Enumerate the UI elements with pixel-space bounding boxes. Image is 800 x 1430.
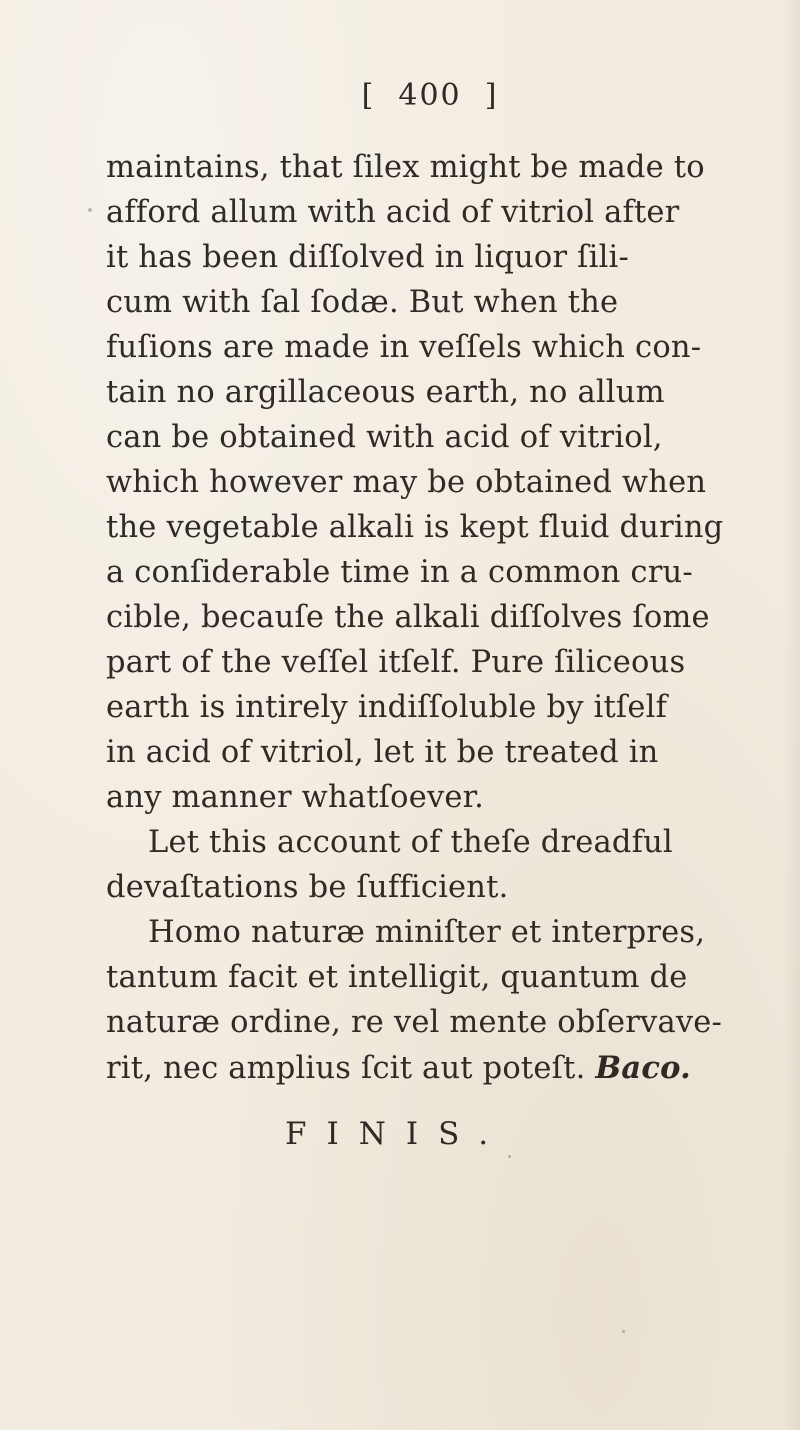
- text-line-15: any manner whatſoever.: [106, 780, 484, 815]
- text-line-21: [106, 1048, 691, 1089]
- page-edge-shadow: [782, 0, 800, 1430]
- paper-speck: [622, 1330, 625, 1333]
- text-line-2: afford allum with acid of vitriol after: [106, 195, 680, 230]
- text-line-7: can be obtained with acid of vitriol,: [106, 420, 663, 455]
- text-line-8: which however may be obtained when: [106, 465, 707, 500]
- signature: Baco.: [595, 1050, 691, 1086]
- text-line-18: Homo naturæ miniſter et interpres,: [148, 915, 706, 950]
- finis-heading: FINIS.: [285, 1116, 509, 1152]
- text-line-13: earth is intirely indiſſoluble by itſelf: [106, 690, 668, 725]
- page-number: [ 400 ]: [361, 78, 499, 113]
- text-line-10: a conſiderable time in a common cru-: [106, 555, 693, 590]
- text-line-11: cible, becauſe the alkali diſſolves ſome: [106, 600, 710, 635]
- text-line-6: tain no argillaceous earth, no allum: [106, 375, 665, 410]
- text-line-12: part of the veſſel itſelf. Pure ſiliceous: [106, 645, 686, 680]
- paper-speck: [508, 1155, 511, 1158]
- text-line-4: cum with ſal ſodæ. But when the: [106, 285, 619, 320]
- text-line-20: naturæ ordine, re vel mente obſervave-: [106, 1005, 723, 1040]
- paper-speck: [88, 208, 92, 212]
- text-line-19: tantum facit et intelligit, quantum de: [106, 960, 688, 995]
- text-line-5: fuſions are made in veſſels which con-: [106, 330, 702, 365]
- text-line-17: devaſtations be ſufficient.: [106, 870, 509, 905]
- text-line-21-text: rit, nec amplius ſcit aut poteſt.: [106, 1051, 586, 1086]
- text-line-9: the vegetable alkali is kept fluid during: [106, 510, 724, 545]
- text-line-1: maintains, that ſilex might be made to: [106, 150, 705, 185]
- text-line-14: in acid of vitriol, let it be treated in: [106, 735, 659, 770]
- text-line-16: Let this account of theſe dreadful: [148, 825, 673, 860]
- text-line-3: it has been diſſolved in liquor ſili-: [106, 240, 629, 275]
